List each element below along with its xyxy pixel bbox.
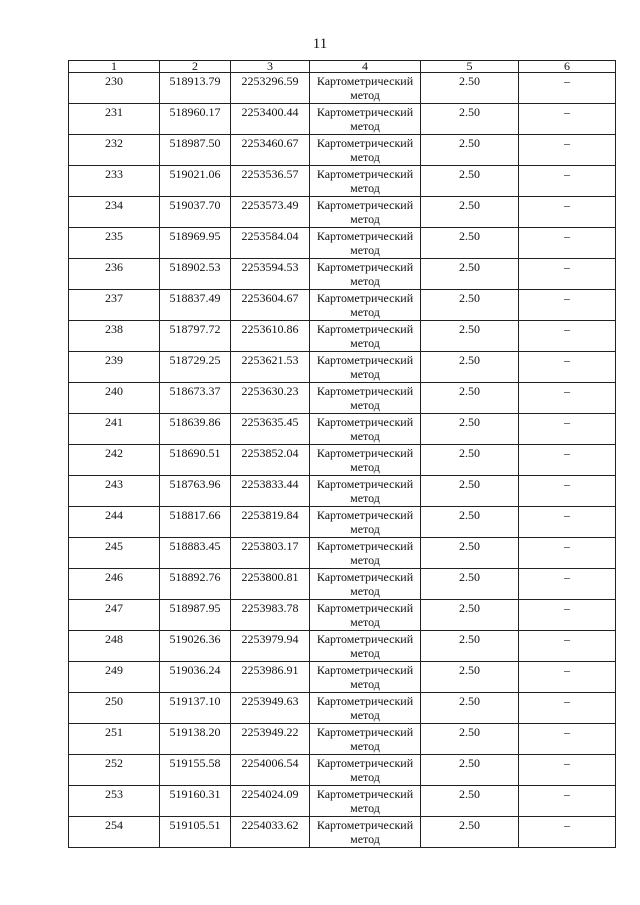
x-coordinate-cell: 518913.79 (160, 73, 231, 104)
method-cell: Картометрический метод (310, 755, 421, 786)
y-coordinate-cell: 2253296.59 (231, 73, 310, 104)
accuracy-cell: 2.50 (421, 321, 519, 352)
accuracy-cell: 2.50 (421, 383, 519, 414)
x-coordinate-cell: 519137.10 (160, 693, 231, 724)
x-coordinate-cell: 519026.36 (160, 631, 231, 662)
accuracy-cell: 2.50 (421, 290, 519, 321)
point-number-cell: 253 (69, 786, 160, 817)
note-cell: – (519, 724, 616, 755)
accuracy-cell: 2.50 (421, 786, 519, 817)
x-coordinate-cell: 518969.95 (160, 228, 231, 259)
method-cell: Картометрический метод (310, 724, 421, 755)
note-cell: – (519, 259, 616, 290)
table-row (69, 476, 616, 507)
table-row (69, 817, 616, 848)
accuracy-cell: 2.50 (421, 569, 519, 600)
x-coordinate-cell: 518763.96 (160, 476, 231, 507)
note-cell: – (519, 662, 616, 693)
table-row (69, 755, 616, 786)
method-cell: Картометрический метод (310, 383, 421, 414)
y-coordinate-cell: 2254024.09 (231, 786, 310, 817)
note-cell: – (519, 476, 616, 507)
x-coordinate-cell: 519160.31 (160, 786, 231, 817)
method-cell: Картометрический метод (310, 817, 421, 848)
method-cell: Картометрический метод (310, 104, 421, 135)
table-row (69, 73, 616, 104)
accuracy-cell: 2.50 (421, 755, 519, 786)
column-header: 6 (519, 61, 616, 73)
table-row (69, 662, 616, 693)
y-coordinate-cell: 2253604.67 (231, 290, 310, 321)
method-cell: Картометрический метод (310, 507, 421, 538)
table-row (69, 228, 616, 259)
point-number-cell: 245 (69, 538, 160, 569)
column-header: 4 (310, 61, 421, 73)
point-number-cell: 246 (69, 569, 160, 600)
y-coordinate-cell: 2253594.53 (231, 259, 310, 290)
note-cell: – (519, 507, 616, 538)
y-coordinate-cell: 2253979.94 (231, 631, 310, 662)
table-row (69, 507, 616, 538)
x-coordinate-cell: 519036.24 (160, 662, 231, 693)
note-cell: – (519, 104, 616, 135)
y-coordinate-cell: 2253852.04 (231, 445, 310, 476)
accuracy-cell: 2.50 (421, 476, 519, 507)
method-cell: Картометрический метод (310, 445, 421, 476)
accuracy-cell: 2.50 (421, 817, 519, 848)
method-cell: Картометрический метод (310, 662, 421, 693)
y-coordinate-cell: 2253800.81 (231, 569, 310, 600)
note-cell: – (519, 755, 616, 786)
note-cell: – (519, 693, 616, 724)
accuracy-cell: 2.50 (421, 135, 519, 166)
x-coordinate-cell: 519105.51 (160, 817, 231, 848)
accuracy-cell: 2.50 (421, 507, 519, 538)
accuracy-cell: 2.50 (421, 73, 519, 104)
accuracy-cell: 2.50 (421, 352, 519, 383)
point-number-cell: 234 (69, 197, 160, 228)
y-coordinate-cell: 2253630.23 (231, 383, 310, 414)
column-header: 5 (421, 61, 519, 73)
y-coordinate-cell: 2253803.17 (231, 538, 310, 569)
table-row (69, 445, 616, 476)
y-coordinate-cell: 2253635.45 (231, 414, 310, 445)
note-cell: – (519, 817, 616, 848)
column-header: 3 (231, 61, 310, 73)
x-coordinate-cell: 518690.51 (160, 445, 231, 476)
note-cell: – (519, 383, 616, 414)
accuracy-cell: 2.50 (421, 259, 519, 290)
table-row (69, 197, 616, 228)
y-coordinate-cell: 2254006.54 (231, 755, 310, 786)
note-cell: – (519, 321, 616, 352)
table-row (69, 352, 616, 383)
table-row (69, 104, 616, 135)
point-number-cell: 240 (69, 383, 160, 414)
x-coordinate-cell: 518673.37 (160, 383, 231, 414)
accuracy-cell: 2.50 (421, 693, 519, 724)
point-number-cell: 243 (69, 476, 160, 507)
y-coordinate-cell: 2254033.62 (231, 817, 310, 848)
y-coordinate-cell: 2253833.44 (231, 476, 310, 507)
x-coordinate-cell: 519155.58 (160, 755, 231, 786)
method-cell: Картометрический метод (310, 631, 421, 662)
column-header: 1 (69, 61, 160, 73)
accuracy-cell: 2.50 (421, 104, 519, 135)
note-cell: – (519, 600, 616, 631)
note-cell: – (519, 197, 616, 228)
y-coordinate-cell: 2253949.63 (231, 693, 310, 724)
table-row (69, 786, 616, 817)
table-row (69, 259, 616, 290)
note-cell: – (519, 631, 616, 662)
method-cell: Картометрический метод (310, 600, 421, 631)
method-cell: Картометрический метод (310, 476, 421, 507)
table-row (69, 693, 616, 724)
note-cell: – (519, 569, 616, 600)
note-cell: – (519, 73, 616, 104)
note-cell: – (519, 290, 616, 321)
table-row (69, 724, 616, 755)
point-number-cell: 248 (69, 631, 160, 662)
point-number-cell: 250 (69, 693, 160, 724)
accuracy-cell: 2.50 (421, 166, 519, 197)
x-coordinate-cell: 518960.17 (160, 104, 231, 135)
point-number-cell: 239 (69, 352, 160, 383)
method-cell: Картометрический метод (310, 73, 421, 104)
x-coordinate-cell: 519138.20 (160, 724, 231, 755)
x-coordinate-cell: 519021.06 (160, 166, 231, 197)
column-header: 2 (160, 61, 231, 73)
method-cell: Картометрический метод (310, 228, 421, 259)
table-row (69, 321, 616, 352)
table-row (69, 538, 616, 569)
point-number-cell: 233 (69, 166, 160, 197)
x-coordinate-cell: 518987.95 (160, 600, 231, 631)
x-coordinate-cell: 518797.72 (160, 321, 231, 352)
note-cell: – (519, 228, 616, 259)
table-row (69, 631, 616, 662)
point-number-cell: 235 (69, 228, 160, 259)
table-row (69, 600, 616, 631)
accuracy-cell: 2.50 (421, 724, 519, 755)
table-row (69, 414, 616, 445)
method-cell: Картометрический метод (310, 538, 421, 569)
method-cell: Картометрический метод (310, 569, 421, 600)
table-row (69, 166, 616, 197)
note-cell: – (519, 445, 616, 476)
note-cell: – (519, 135, 616, 166)
point-number-cell: 238 (69, 321, 160, 352)
point-number-cell: 241 (69, 414, 160, 445)
note-cell: – (519, 166, 616, 197)
note-cell: – (519, 786, 616, 817)
method-cell: Картометрический метод (310, 166, 421, 197)
method-cell: Картометрический метод (310, 259, 421, 290)
y-coordinate-cell: 2253610.86 (231, 321, 310, 352)
method-cell: Картометрический метод (310, 135, 421, 166)
note-cell: – (519, 538, 616, 569)
x-coordinate-cell: 518902.53 (160, 259, 231, 290)
point-number-cell: 254 (69, 817, 160, 848)
method-cell: Картометрический метод (310, 693, 421, 724)
point-number-cell: 236 (69, 259, 160, 290)
page-number: 11 (312, 36, 328, 52)
accuracy-cell: 2.50 (421, 228, 519, 259)
y-coordinate-cell: 2253400.44 (231, 104, 310, 135)
table-header-row (69, 61, 616, 73)
method-cell: Картометрический метод (310, 197, 421, 228)
table-body (69, 73, 616, 848)
table-row (69, 383, 616, 414)
table-row (69, 569, 616, 600)
y-coordinate-cell: 2253621.53 (231, 352, 310, 383)
note-cell: – (519, 414, 616, 445)
method-cell: Картометрический метод (310, 414, 421, 445)
accuracy-cell: 2.50 (421, 631, 519, 662)
y-coordinate-cell: 2253819.84 (231, 507, 310, 538)
y-coordinate-cell: 2253536.57 (231, 166, 310, 197)
point-number-cell: 242 (69, 445, 160, 476)
table-row (69, 135, 616, 166)
x-coordinate-cell: 518837.49 (160, 290, 231, 321)
table-row (69, 290, 616, 321)
point-number-cell: 232 (69, 135, 160, 166)
x-coordinate-cell: 518817.66 (160, 507, 231, 538)
method-cell: Картометрический метод (310, 290, 421, 321)
y-coordinate-cell: 2253584.04 (231, 228, 310, 259)
x-coordinate-cell: 518892.76 (160, 569, 231, 600)
accuracy-cell: 2.50 (421, 445, 519, 476)
point-number-cell: 251 (69, 724, 160, 755)
y-coordinate-cell: 2253460.67 (231, 135, 310, 166)
method-cell: Картометрический метод (310, 786, 421, 817)
method-cell: Картометрический метод (310, 321, 421, 352)
x-coordinate-cell: 518883.45 (160, 538, 231, 569)
accuracy-cell: 2.50 (421, 662, 519, 693)
point-number-cell: 231 (69, 104, 160, 135)
point-number-cell: 230 (69, 73, 160, 104)
point-number-cell: 252 (69, 755, 160, 786)
accuracy-cell: 2.50 (421, 197, 519, 228)
x-coordinate-cell: 519037.70 (160, 197, 231, 228)
method-cell: Картометрический метод (310, 352, 421, 383)
accuracy-cell: 2.50 (421, 538, 519, 569)
x-coordinate-cell: 518987.50 (160, 135, 231, 166)
accuracy-cell: 2.50 (421, 414, 519, 445)
point-number-cell: 244 (69, 507, 160, 538)
y-coordinate-cell: 2253983.78 (231, 600, 310, 631)
point-number-cell: 247 (69, 600, 160, 631)
y-coordinate-cell: 2253949.22 (231, 724, 310, 755)
coordinates-table (68, 60, 616, 848)
x-coordinate-cell: 518639.86 (160, 414, 231, 445)
point-number-cell: 237 (69, 290, 160, 321)
accuracy-cell: 2.50 (421, 600, 519, 631)
y-coordinate-cell: 2253573.49 (231, 197, 310, 228)
note-cell: – (519, 352, 616, 383)
x-coordinate-cell: 518729.25 (160, 352, 231, 383)
point-number-cell: 249 (69, 662, 160, 693)
y-coordinate-cell: 2253986.91 (231, 662, 310, 693)
